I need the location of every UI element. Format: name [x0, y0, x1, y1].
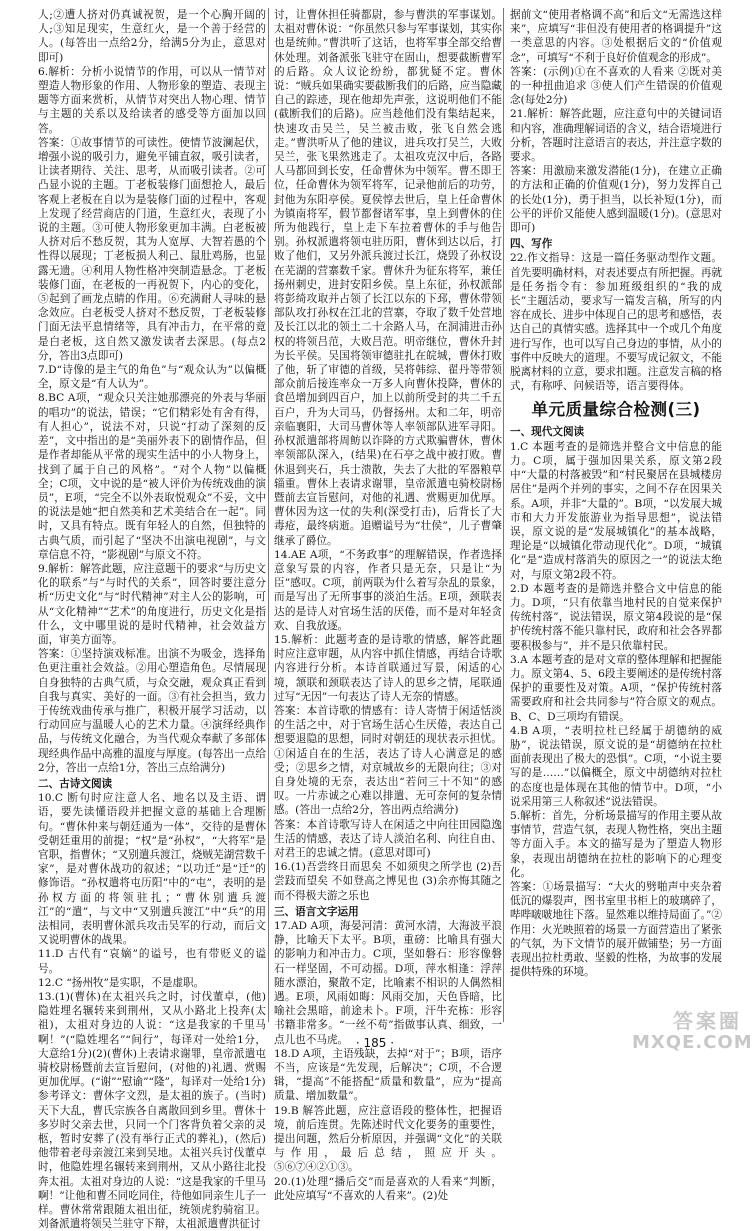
answer-paragraph: 18.D A项，主语残缺，去掉“对于”；B项，语序不当，应该是“先发现，后解决”；C项，不合逻辑，“提高”不能搭配“质量和数量”，应为“提高质量、增加数量”。	[274, 1047, 502, 1103]
answer-paragraph: 6.解析：分析小说情节的作用，可以从一情节对塑造人物形象的作用、人物形象的塑造、表现主题等方面来赏析，从情节对突出人物心理、情节与主题的关系以及给读者的感受等方面加以回答。	[38, 65, 266, 135]
answer-paragraph: 13.(1)(曹休)在太祖兴兵之时，讨伐董卓，(他)隐姓埋名辗转来到荆州，又从小路北上投奔(太祖)，太祖对身边的人说：“这是我家的千里马啊！”(“隐姓埋名”“间行”，每译对一处给1分，大意给1分)(2)(曹休)上表请求谢罪，皇帝派遣屯骑校尉杨暨前去宣旨慰问，(对他的)礼遇、赏赐更加优厚。(“谢”“慰谕”“隆”，每译对一处给1分)	[38, 991, 266, 1089]
answer-paragraph: 答案：用激励来激发潜能(1分)，在建立正确的方法和正确的价值观(1分)，努力发挥自己的长处(1分)，勇于担当，以长补短(1分)，而公平的评价又能使人感到温暖(1分)。(意思对即可)	[510, 165, 722, 235]
answer-paragraph: 答案：本首诗歌的情感有：诗人寄情于闲适恬淡的生活之中，对于官场生活心生厌倦，表达自己想要退隐的思想，同时对朝廷的现状表示担忧。①闲适自在的生活，表达了诗人心满意足的感受；②思乡之情，对京城故乡的无限向往；③对自身处境的无奈，表达出“若问三十不知”的感叹。一片赤诚之心难以排遣、无可奈何的复杂情感。(答出一点给2分，答出两点给满分)	[274, 704, 502, 817]
answer-paragraph: 15.解析：此题考查的是诗歌的情感，解答此题时应注意审题，从内容中抓住情感，再结合诗歌内容进行分析。本诗首联通过写景，闲适的心境，颔联和颈联表达了诗人的思乡之情，尾联通过写“无因”一句表达了诗人无奈的情感。	[274, 633, 502, 703]
section-heading: 四、写作	[510, 238, 553, 251]
text-column-1	[38, 8, 266, 1231]
watermark-line-1: 答案圈	[673, 1009, 742, 1033]
section-heading: 三、语言文字运用	[274, 905, 359, 918]
answer-paragraph: 9.解析：解答此题，应注意题干的要求“与历史文化的联系”与“与时代的关系”，回答时要注意分析“历史文化”与“时代精神”对主人公的影响，可从“文化精神”“艺术”的角度进行，历史文化是指什么，文中哪里说的是时代精神，社会效益方面，审美方面等。	[38, 562, 266, 646]
column-divider-2	[503, 8, 504, 1022]
section-heading: 二、古诗文阅读	[38, 777, 113, 790]
answer-paragraph: 17.AD A项，海晏河清：黄河水清，大海波平浪静，比喻天下太平。B项，重磅：比喻具有强大的影响力和冲击力。C项，坚如磐石：形容像磐石一样坚固，不可动摇。D项，萍水相逢：浮萍随水漂泊，聚散不定，比喻素不相识的人偶然相遇。E项，风雨如晦：风雨交加，天色昏暗，比喻社会黑暗，前途未卜。F项，汗牛充栋：形容书籍非常多。“一丝不苟”指做事认真、细致，一点儿也不马虎。	[274, 920, 502, 1046]
answer-paragraph: 讨，让曹休担任骑都尉，参与曹洪的军事谋划。太祖对曹休说：“你虽然只参与军事谋划，其实你也是统帅。”曹洪听了这话，也将军事全部交给曹休处理。刘备派张飞驻守在固山，想要截断曹军的后路。众人议论纷纷，都犹疑不定。曹休说：“贼兵如果确实要截断我们的后路，应当隐藏自己的踪迹，现在他却先声张，这说明他们不能(截断我们的后路)。应当趁他们没有集结起来，快速攻击吴兰，吴兰被击败，张飞自然会逃走。”曹洪听从了他的建议，进兵攻打吴兰，大败吴兰，张飞果然逃走了。太祖攻克汉中后，各路人马都回到长安，任命曹休为中领军。曹丕即王位，任命曹休为领军将军，记录他前后的功劳，封他为东阳亭侯。夏侯惇去世后，皇上任命曹休为镇南将军，假节都督诸军事，皇上到曹休的住所为他践行，皇上走下车拉着曹休的手与他告别。孙权派遣将领屯驻历阳，曹休到达以后，打败了他们，又另外派兵渡过长江，烧毁了孙权设在芜湖的营寨数千家。曹休升为征东将军，兼任扬州刺史，进封安阳乡侯。皇上东征，孙权派部将彭绮攻取并占领了长江以东的下邳，曹休带领部队攻打孙权在江北的营寨，夺取了数千处营地及长江以北的领土二十余路人马，在洞浦进击孙权的将领吕范，大败吕范。明帝继位，曹休升封为长平侯。吴国将领审德驻扎在皖城，曹休打败了他，斩了审德的首级，吴将韩综、翟丹等带领部众前后接连率众一万多人向曹休投降，曹休的食邑增加到四百户，加上以前所受封的共二千五百户，升为大司马，仍督扬州。太和二年，明帝亲临襄阳，大司马曹休等人率领部队进军寻阳。孙权派遣部将周鲂以诈降的方式欺骗曹休，曹休率领部队深入，(结果)在石亭之战中被打败。曹休退到夹石，兵士溃散，失去了大批的军器粮草辎重。曹休上表请求谢罪，皇帝派遣屯骑校尉杨暨前去宣旨慰问，对他的礼遇、赏赐更加优厚。曹休因为这一仗的失利(深受打击)，后背长了大毒疮，最终病逝。追赠谥号为“壮侯”，儿子曹肇继承了爵位。	[274, 9, 502, 547]
answer-paragraph: 12.C “扬州牧”是实职，不是虚职。	[38, 976, 205, 989]
answer-paragraph: 1.C 本题考查的是筛选并整合文中信息的能力。C项，属于强加因果关系，原文第2段中“大量的村落被毁”和“村民聚居在县城楼房居住”是两个并列的事实，之间不存在因果关系。A项，并非“大量的”。B项，“以发展大城市和大力开发旅游业为指导思想”，说法错误，原文说的是“发展城镇化”的基本战略，理论是“以城镇化带动现代化”。D项，“城镇化”是“造成村落消失的原因之一”的说法太绝对，与原文第2段不符。	[510, 440, 722, 581]
answer-paragraph: 7.D“诗像的是主气的角色”与“观众认为”以偏概全，原文是“有人认为”。	[38, 364, 266, 391]
answer-paragraph: 答案：①坚持演戏标准。出演不为吸金，选择角色更注重社会效益。②用心塑造角色。尽情展现自身独特的古典气质，与众交融，观众真正看到自我与真实、美好的一面。③有社会担当，致力于传统戏曲传承与推广，积极开展学习活动，以行动回应与温暖人心的艺术力量。④演绎经典作品，与传统文化融合，为当代观众奉献了多部体现经典作品中高雅的温度与厚度。(每答出一点给2分，答出一点给1分，答出三点给满分)	[38, 648, 266, 774]
answer-paragraph: 人;②遭人挤对仍真诚祝贺，是一个心胸开阔的人;③知足现实，生意红火，是一个善于经营的人。(每答出一点给2分，给满5分为止，意思对即可)	[38, 9, 266, 64]
watermark-line-2: MXQE.COM	[632, 1032, 753, 1053]
answer-paragraph: 21.解析：解答此题，应注意句中的关键词语和内容，准确理解词语的含义，结合语境进行分析，答题时注意语言的表达，并注意字数的要求。	[510, 108, 722, 164]
answer-paragraph: 14.AE A项，“不务政事”的理解错误，作者选择意象写景的内容，作者只是无奈，只是让“为臣”感叹。C项，前两联为什么着写杂乱的景象，而是写出了无所事事的淡泊生活。E项，颈联表达的是诗人对官场生活的厌倦，而不是对年轻贪欢、自我放逐。	[274, 548, 502, 632]
answer-paragraph: 参考译文：曹休字文烈，是太祖的族子。(当时)天下大乱，曹氏宗族各自离散回到乡里。曹休十多岁时父亲去世，只同一个门客背负着父亲的灵柩，暂时安葬了(没有举行正式的葬礼)，(然后)他带着老母亲渡江来到吴地。太祖兴兵讨伐董卓时，他隐姓埋名辗转来到荆州，又从小路往北投奔太祖。太祖对身边的人说：“这是我家的千里马啊！”让他和曹丕同吃同住，待他如同亲生儿子一样。曹休常常跟随太祖出征，统领虎豹骑宿卫。刘备派遣将领吴兰驻守下辩，太祖派遣曹洪征讨	[38, 1090, 266, 1231]
answer-paragraph: 5.解析：首先，分析场景描写的作用主要从故事情节，营造气氛，表现人物性格，突出主题等方面入手。本文的描写是为了塑造人物形象，表现出胡德纳在拉杜的影响下的心理变化。	[510, 809, 722, 879]
answer-paragraph: 答案：(示例)①在不喜欢的人看来 ②既对美的一种扭曲追求 ③使人们产生错误的价值观念(每处2分)	[510, 65, 722, 107]
answer-paragraph: 4.B A项，“表明拉杜已经属于胡德纳的威胁”，说法错误，原文说的是“胡德纳在拉杜面前表现出了极大的恐惧”。C项，“小说主要写的是……”以偏概全，原文中胡德纳对拉杜的态度也是体现在其他的情节中。D项，“小说采用第三人称叙述”说法错误。	[510, 724, 722, 808]
answer-paragraph: 11.D 古代有“哀嫡”的谥号，也有带贬义的谥号。	[38, 948, 266, 975]
answer-paragraph: 3.A 本题考查的是对文章的整体理解和把握能力。原文第4、5、6段主要阐述的是传统村落保护的重要性及对策。A项，“保护传统村落需要政府和社会共同参与”符合原文的观点。B、C、D三项均有错误。	[510, 653, 722, 723]
watermark-logo	[632, 1009, 753, 1058]
answer-paragraph: 答案：①故事情节的可读性。使情节波澜起伏，增强小说的吸引力，避免平铺直叙，吸引读者，让读者期待、关注、思考，从而吸引读者。②可凸显小说的主题。丁老板装修门面想抢人，最后客观上老板在自以为是装修门面的过程中，客观上发现了经营商店的门道，生意红火，表现了小说的主题。③可使人物形象更加丰满。白老板被人挤对后不愁反贺，其为人宽厚、大智若愚的个性得以展现；丁老板损人利己、鼠肚鸡肠，也显露无遗。④利用人物性格冲突制造悬念。丁老板装修门面，在老板的一再祝贺下，内心的变化，⑤起到了画龙点睛的作用。⑥充满耐人寻味的悬念效应。白老板受人挤对不愁反贺，丁老板装修门面无法平息情绪等，具有冲击力，在平常的竟是白老板，这自然又激发读者去深思。(每点2分，答出3点即可)	[38, 136, 266, 362]
answer-paragraph: 2.D 本题考查的是筛选并整合文中信息的能力。D项，“只有依靠当地村民的自觉来保护传统村落”，说法错误，原文第4段说的是“保护传统村落不能只靠村民，政府和社会各界都要积极参与”，并不是只依靠村民。	[510, 582, 722, 652]
answer-paragraph: 10.C 断句时应注意人名、地名以及主语、谓语，要先读懂语段并把握文意的基础上合理断句。“曹休仲来与朝廷通为一体”，交待的是曹休受朝廷重用的前提；“权”是“孙权”，“大将军”是官职，指曹休；“又别遣兵渡江，烧贼芜湖营数千家”，是对曹休战功的叙述；“以功迁”是“迁”的修饰语。“孙权遣将屯历阳”中的“屯”，表明的是孙权方面的将领驻扎；“曹休别遣兵渡江”的“遣”，与文中“又别遣兵渡江”中“兵”的用法相同，表明曹休派兵攻击吴军的行动，而后文又说明曹休的战果。	[38, 792, 266, 947]
answer-paragraph: 8.BC A项，“观众只关注她那漂亮的外表与华丽的唱功”的说法，错误；“它们精彩处有舍有得，有人担心”，说法不对，只说“打动了深刻的反差”，文中指出的是“美丽外表下的剧情作品，但是作者却能从平常的现实生活中的小人物身上，找到了属于自己的风格”。“对个人物”以偏概全；C项，文中说的是“被人评价为传统戏曲的演员”，E项，“完全不以外表取悦观众”不妥，文中的说法是她“把自然美和艺术美结合在一起”。同时，又具有特点。既有年轻人的自然，但独特的古典气质，而引起了“坚决不出演电视剧”，与文章信息不符，“影视剧”与原文不符。	[38, 392, 266, 561]
unit-title: 单元质量综合检测(三)	[531, 400, 701, 420]
answer-paragraph: 20.(1)处理“播后交”而是喜欢的人看来”判断，此处应填写“不喜欢的人看来”。(2)处	[274, 1175, 502, 1202]
section-heading: 一、现代文阅读	[510, 426, 585, 439]
answer-paragraph: 答案：本首诗歌写诗人在闲适之中向往田园隐逸生活的情感，表达了诗人淡泊名利、向往自由、对君王的忠诚之情。(意思对即可)	[274, 818, 502, 859]
page-number: · 185 ·	[355, 1036, 395, 1050]
text-column-3	[510, 8, 722, 1026]
answer-paragraph: 16.(1)吾尝终日而思矣 不如须臾之所学也 (2)吾尝跂而望矣 不如登高之博见也 (3)余亦悔其随之 而不得极夫游之乐也	[274, 861, 502, 902]
answer-paragraph: 19.B 解答此题，应注意语段的整体性，把握语境，前后连贯。先陈述时代文化要务的重要性，提出问题，然后分析原因，并强调“文化”的关联与作用，最后总结，照应开头。⑤⑥⑦④②①③。	[274, 1104, 502, 1174]
answer-paragraph: 据前文“使用者格调不高”和后文“无需选这样来”，应填写“非但没有使用者的格调提升”这一类意思的内容。③处根据后文的“价值观念”，可填写“不利于良好价值观念的形成”。	[510, 9, 722, 64]
answer-paragraph: 答案：①场景描写：“大火的劈啪声中夹杂着低沉的爆裂声，图书室里书柜上的玻璃碎了，哔哔啵啵地往下落。显然难以维持局面了。”②作用：火光映照着的场景一方面营造出了紧张的气氛，为下文情节的展开做铺垫；另一方面表现出拉杜勇敢、坚毅的性格，为故事的发展提供特殊的环境。	[510, 880, 722, 979]
column-divider-1	[268, 8, 269, 1022]
answer-paragraph: 22.作文指导：这是一篇任务驱动型作文题。首先要明确材料，对表述要点有所把握。再就是任务指令有：参加班级组织的“我的成长”主题活动，要求写一篇发言稿，所写的内容在成长、进步中体现自己的思考和感悟，表达自己的真情实感。选择其中一个或几个角度进行写作，也可以写自己身边的事情，从小的事件中反映大的道理。不要写成记叙文，不能脱离材料的立意，要求扣题。注意发言稿的格式，有称呼、问候语等，语言要得体。	[510, 252, 722, 393]
